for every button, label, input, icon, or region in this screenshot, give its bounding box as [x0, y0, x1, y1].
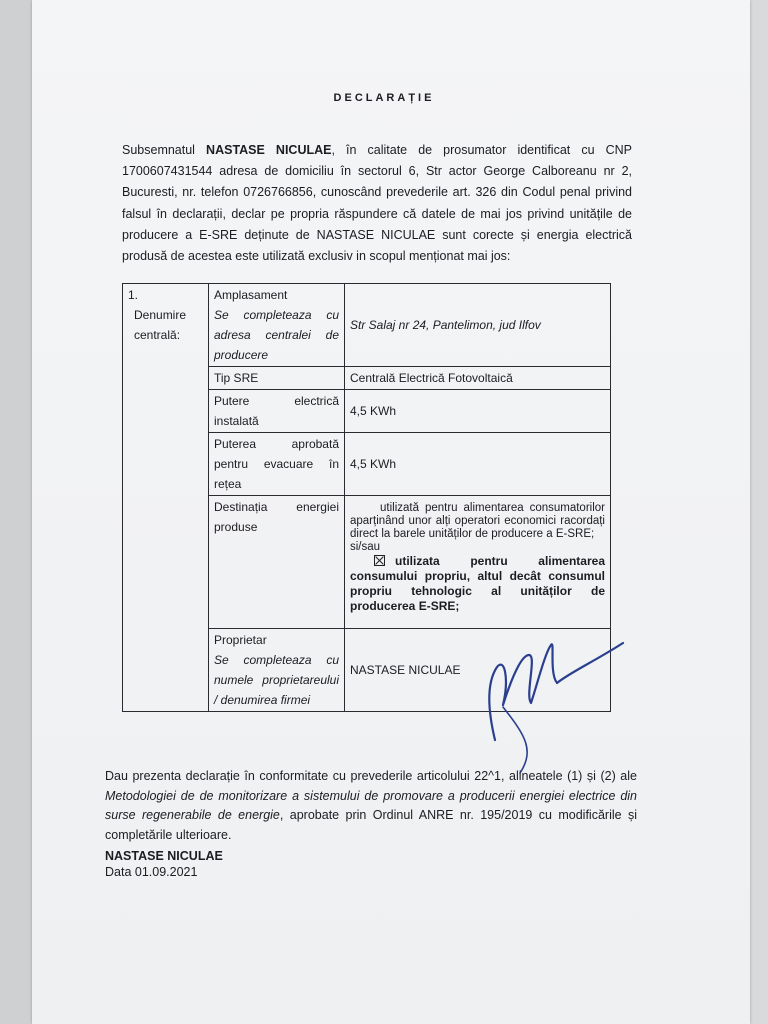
document-title: DECLARAȚIE — [333, 92, 435, 104]
value-cell: 4,5 KWh — [345, 390, 611, 433]
table-row — [123, 284, 611, 367]
handwritten-signature — [465, 625, 635, 780]
destination-option-2 — [350, 554, 605, 614]
signer-name: NASTASE NICULAE — [105, 849, 223, 863]
value-cell: 4,5 KWh — [345, 433, 611, 496]
destination-option-2-text: utilizata pentru alimentarea consumului propriu, altul decât consumul propriu tehnologic al unităților de producerea E-SRE; — [350, 554, 605, 613]
section-number: 1. — [128, 288, 139, 302]
section-label: Denumire centrală: — [134, 308, 187, 342]
intro-paragraph — [122, 140, 632, 267]
closing-text-end: , aprobate prin Ordinul ANRE nr. 195/2019 cu modificările și completările ulterioare. — [105, 808, 638, 842]
destination-conjunction: si/sau — [350, 541, 381, 553]
methodology-title: Metodologiei de de monitorizare a sistemului de promovare a producerii energiei electrice din surse regenerabile de energie — [105, 788, 637, 822]
row-note: Se completeaza cu adresa centralei de producere — [214, 308, 339, 362]
label-cell: Putere electrică instalată — [209, 390, 345, 433]
scan-margin — [0, 0, 32, 1024]
closing-text-start: Dau prezenta declarație în conformitate cu prevederile articolului 22^1, alineatele (1) și (2) ale — [105, 769, 637, 783]
intro-text-start: Subsemnatul — [122, 143, 195, 157]
destination-option-1: utilizată pentru alimentarea consumatorilor aparținând unor alți operatori economici racordați direct la barele unităților de producere a E-SRE; — [350, 502, 605, 540]
row-note: Se completeaza cu numele proprietareului / denumirea firmei — [214, 653, 339, 707]
row-label: Proprietar — [214, 633, 267, 647]
closing-paragraph — [105, 767, 637, 845]
label-cell — [209, 629, 345, 712]
value-cell: Str Salaj nr 24, Pantelimon, jud Ilfov — [345, 284, 611, 367]
declaration-date: Data 01.09.2021 — [105, 865, 198, 879]
label-cell: Tip SRE — [209, 367, 345, 390]
destination-cell — [345, 496, 611, 629]
label-cell: Puterea aprobată pentru evacuare în rețea — [209, 433, 345, 496]
value-cell: NASTASE NICULAE — [345, 629, 611, 712]
intro-text-body: , în calitate de prosumator identificat cu CNP 1700607431544 adresa de domiciliu în sectorul 6, Str actor George Calboreanu nr 2, Bucuresti, nr. telefon 0726766856, cunoscând prevederile art. 326 din Codul penal privind falsul în declarații, declar pe propria răspundere că datele de mai jos privind unitățile de producere a E-SRE deținute de NASTASE NICULAE sunt corecte și energia electrică produsă de acestea este utilizată exclusiv in scopul menționat mai jos: — [122, 143, 632, 264]
value-cell: Centrală Electrică Fotovoltaică — [345, 367, 611, 390]
label-cell: Destinația energiei produse — [209, 496, 345, 629]
label-cell — [209, 284, 345, 367]
row-label: Amplasament — [214, 288, 288, 302]
checked-box-icon — [374, 555, 385, 566]
section-header-cell — [123, 284, 209, 712]
declarant-name: NASTASE NICULAE — [206, 143, 332, 157]
